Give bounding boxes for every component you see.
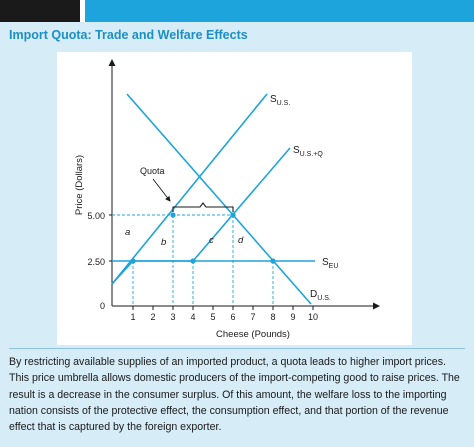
supply-eu-subscript: EU <box>328 263 339 270</box>
figure-caption: By restricting available supplies of an imported product, a quota leads to higher import prices. This price umbrella allows domestic producers of the import-competing good to raise prices. The result is a decrease in the consumer surplus. Of this amount, the welfare loss to the importing nation consists of the protective effect, the consumption effect, and that portion of the revenue effect that is captured by the foreign exporter. <box>9 356 460 434</box>
x-tick-label: 4 <box>190 312 196 322</box>
x-tick-label: 1 <box>130 312 136 322</box>
supply-us-quota-line <box>112 148 290 284</box>
area-a-label: a <box>125 227 131 238</box>
caption-divider <box>9 348 465 349</box>
y-tick-0: 0 <box>99 301 105 311</box>
point-free-trade-left <box>130 258 135 263</box>
demand-us-symbol: D <box>310 289 318 300</box>
x-tick-label: 8 <box>270 312 276 322</box>
top-bar-blue-block <box>85 0 474 22</box>
x-tick-label: 10 <box>307 312 319 322</box>
y-tick-2-5: 2.50 <box>87 257 105 267</box>
point-free-trade-right <box>270 258 275 263</box>
demand-us-line <box>127 94 311 304</box>
point-quota-price-right <box>230 212 235 217</box>
quota-label: Quota <box>140 166 165 176</box>
supply-us-subscript: U.S. <box>276 100 291 107</box>
x-tick-label: 2 <box>150 312 156 322</box>
quota-arrow <box>153 179 170 201</box>
top-bar-dark-block <box>0 0 80 22</box>
supply-us-line <box>112 94 267 284</box>
area-c-label: c <box>209 235 214 246</box>
top-bar <box>0 0 474 22</box>
demand-us-subscript: U.S. <box>317 295 331 302</box>
supply-us-label <box>270 94 290 107</box>
chart-area <box>57 52 412 345</box>
x-axis-label: Cheese (Pounds) <box>216 329 290 340</box>
y-axis-label: Price (Dollars) <box>74 154 85 216</box>
x-tick-group <box>130 306 318 322</box>
supply-eu-symbol: S <box>322 257 329 268</box>
figure-title: Import Quota: Trade and Welfare Effects <box>9 28 248 42</box>
x-tick-label: 7 <box>250 312 256 322</box>
area-d-label: d <box>238 235 244 246</box>
point-quota-price-left <box>170 212 175 217</box>
supply-us-quota-symbol: S <box>293 145 300 156</box>
x-tick-label: 3 <box>170 312 176 322</box>
area-b-label: b <box>161 237 167 248</box>
x-tick-label: 6 <box>230 312 236 322</box>
supply-us-quota-label <box>293 145 323 158</box>
supply-us-symbol: S <box>270 94 277 105</box>
x-tick-label: 5 <box>210 312 216 322</box>
supply-us-quota-subscript: U.S.+Q <box>299 151 323 158</box>
supply-eu-label <box>322 257 338 270</box>
point-quota-kink <box>190 258 195 263</box>
x-tick-label: 9 <box>290 312 296 322</box>
y-tick-5: 5.00 <box>87 211 105 221</box>
demand-us-label <box>310 289 331 302</box>
quota-diagram <box>57 52 412 345</box>
